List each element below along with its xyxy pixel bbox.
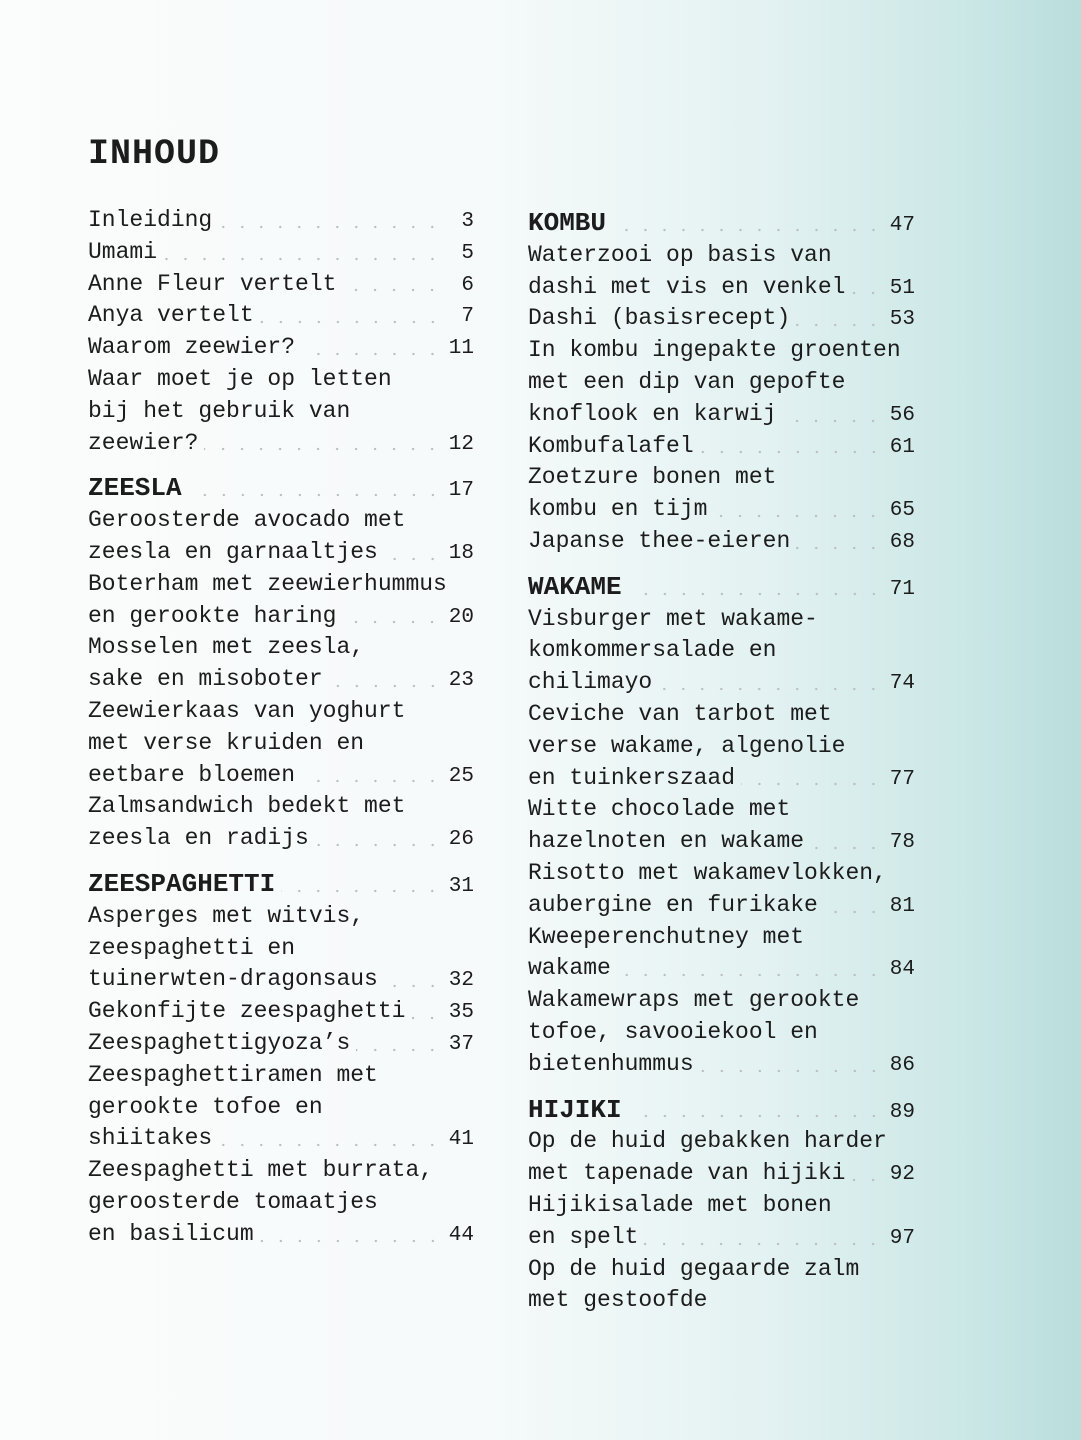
dot-leader: [188, 493, 442, 497]
page-number: 51: [889, 276, 915, 300]
dot-leader: [356, 1048, 442, 1052]
dot-leader: [342, 288, 442, 292]
toc-line: [88, 237, 474, 269]
toc-entry[interactable]: [528, 303, 915, 335]
toc-line: [528, 763, 915, 795]
entry-title: Witte chocolade met: [528, 796, 791, 823]
toc-entry[interactable]: [528, 431, 915, 463]
dot-leader: [260, 1239, 442, 1243]
toc-line: [88, 933, 474, 965]
dot-leader: [301, 352, 442, 356]
entry-title: Kweeperenchutney met: [528, 923, 805, 950]
toc-line: [88, 632, 474, 664]
page-number: 65: [889, 499, 915, 523]
toc-line: [88, 664, 474, 696]
dot-leader: [713, 514, 883, 518]
toc-line: [528, 1285, 915, 1317]
toc-line: [88, 823, 474, 855]
page-title: INHOUD: [88, 134, 221, 174]
toc-column-left: [88, 205, 474, 1251]
toc-entry[interactable]: [88, 901, 474, 996]
entry-title: In kombu ingepakte groenten: [528, 337, 901, 364]
toc-line: [528, 953, 915, 985]
page-number: 20: [448, 605, 474, 629]
page-number: 47: [889, 214, 915, 237]
dot-leader: [218, 225, 442, 229]
entry-title: Japanse thee-eieren: [528, 527, 791, 554]
dot-leader: [384, 557, 442, 561]
entry-title: Gekonfijte zeespaghetti: [88, 998, 406, 1025]
toc-line: [528, 1049, 915, 1081]
entry-title: sake en misoboter: [88, 666, 323, 693]
toc-column-right: [528, 208, 915, 1317]
toc-line: [528, 335, 915, 367]
page-number: 31: [448, 874, 474, 898]
dot-leader: [851, 291, 883, 295]
toc-line: [88, 1060, 474, 1092]
toc-entry[interactable]: [88, 237, 474, 269]
dot-leader: [260, 320, 442, 324]
toc-entry[interactable]: [528, 699, 915, 794]
page-number: 25: [448, 764, 474, 788]
entry-title: aubergine en furikake: [528, 891, 818, 918]
toc-entry[interactable]: [528, 1126, 915, 1190]
entry-title: Anya vertelt: [88, 302, 254, 329]
dot-leader: [700, 1069, 883, 1073]
toc-line: [528, 1095, 915, 1127]
toc-line: [528, 303, 915, 335]
page-number: 86: [889, 1053, 915, 1077]
dot-leader: [612, 228, 883, 232]
entry-title: hazelnoten en wakame: [528, 828, 805, 855]
toc-line: [88, 728, 474, 760]
toc-section-heading[interactable]: [528, 1095, 915, 1127]
entry-title: met tapenade van hijiki: [528, 1160, 846, 1187]
entry-title: zeesla en garnaaltjes: [88, 538, 378, 565]
toc-section-heading[interactable]: [88, 473, 474, 505]
toc-line: [88, 1028, 474, 1060]
dot-leader: [782, 419, 883, 423]
dot-leader: [218, 1143, 442, 1147]
entry-title: en basilicum: [88, 1220, 254, 1247]
toc-line: [528, 922, 915, 954]
entry-title: Zeespaghettiramen met: [88, 1061, 378, 1088]
entry-title: met een dip van gepofte: [528, 368, 846, 395]
toc-line: [528, 985, 915, 1017]
page-number: 7: [461, 305, 474, 329]
toc-line: [528, 794, 915, 826]
entry-title: Zeewierkaas van yoghurt: [88, 697, 406, 724]
toc-line: [528, 1126, 915, 1158]
dot-leader: [628, 592, 883, 596]
toc-line: [528, 367, 915, 399]
toc-entry[interactable]: [528, 462, 915, 526]
page-number: 11: [448, 337, 474, 361]
page-number: 68: [889, 530, 915, 554]
entry-title: tofoe, savooiekool en: [528, 1018, 818, 1045]
entry-title: Zalmsandwich bedekt met: [88, 793, 406, 820]
entry-title: dashi met vis en venkel: [528, 273, 846, 300]
page-number: 12: [448, 432, 474, 456]
dot-leader: [628, 1114, 883, 1118]
toc-line: [88, 1187, 474, 1219]
page-number: 44: [448, 1223, 474, 1247]
toc-entry[interactable]: [528, 526, 915, 558]
toc-entry[interactable]: [88, 696, 474, 791]
entry-title: komkommersalade en: [528, 637, 777, 664]
page-number: 32: [448, 969, 474, 993]
toc-line: [88, 696, 474, 728]
toc-entry[interactable]: [528, 240, 915, 304]
toc-line: [88, 601, 474, 633]
toc-line: [528, 494, 915, 526]
toc-line: [528, 272, 915, 304]
toc-entry[interactable]: [528, 1190, 915, 1254]
entry-title: Zeespaghettigyoza’s: [88, 1029, 351, 1056]
toc-section-heading[interactable]: [88, 869, 474, 901]
page-number: 74: [889, 672, 915, 696]
entry-title: Umami: [88, 238, 158, 265]
entry-title: Zeespaghetti met burrata,: [88, 1157, 434, 1184]
entry-title: en tuinkerszaad: [528, 764, 736, 791]
entry-title: Wakamewraps met gerookte: [528, 987, 860, 1014]
page-number: 56: [889, 403, 915, 427]
toc-entry[interactable]: [528, 1254, 915, 1318]
toc-entry[interactable]: [88, 791, 474, 855]
page-number: 71: [889, 577, 915, 601]
page-number: 97: [889, 1226, 915, 1250]
entry-title: zeespaghetti en: [88, 934, 296, 961]
toc-line: [88, 996, 474, 1028]
toc-line: [528, 399, 915, 431]
page-number: 17: [448, 479, 474, 503]
entry-title: knoflook en karwij: [528, 400, 777, 427]
toc-line: [528, 1190, 915, 1222]
entry-title: eetbare bloemen: [88, 761, 296, 788]
toc-line: [528, 572, 915, 604]
entry-title: Hijikisalade met bonen: [528, 1191, 832, 1218]
page-number: 89: [889, 1100, 915, 1124]
entry-title: Geroosterde avocado met: [88, 507, 406, 534]
dot-leader: [342, 620, 442, 624]
entry-title: Zoetzure bonen met: [528, 464, 777, 491]
toc-entry[interactable]: [88, 205, 474, 237]
toc-line: [88, 205, 474, 237]
page-number: 37: [448, 1032, 474, 1056]
toc-entry[interactable]: [88, 300, 474, 332]
toc-entry[interactable]: [88, 269, 474, 301]
toc-entry[interactable]: [528, 794, 915, 858]
entry-title: bietenhummus: [528, 1050, 694, 1077]
page-number: 92: [889, 1163, 915, 1187]
entry-title: verse wakame, algenolie: [528, 732, 846, 759]
dot-leader: [411, 1016, 442, 1020]
toc-line: [88, 537, 474, 569]
entry-title: tuinerwten-dragonsaus: [88, 966, 378, 993]
toc-line: [528, 1254, 915, 1286]
page-number: 61: [889, 435, 915, 459]
entry-title: shiitakes: [88, 1125, 213, 1152]
entry-title: Asperges met witvis,: [88, 902, 365, 929]
toc-line: [88, 428, 474, 460]
entry-title: met verse kruiden en: [88, 729, 365, 756]
entry-title: met gestoofde: [528, 1287, 708, 1314]
dot-leader: [824, 910, 883, 914]
toc-line: [528, 462, 915, 494]
entry-title: Risotto met wakamevlokken,: [528, 859, 887, 886]
section-title: ZEESLA: [88, 473, 182, 504]
toc-line: [88, 964, 474, 996]
dot-leader: [384, 984, 442, 988]
dot-leader: [163, 257, 442, 261]
entry-title: Waarom zeewier?: [88, 334, 296, 361]
entry-title: en gerookte haring: [88, 602, 337, 629]
toc-line: [528, 526, 915, 558]
toc-line: [88, 1123, 474, 1155]
dot-leader: [315, 843, 442, 847]
page-number: 5: [461, 241, 474, 265]
toc-line: [88, 396, 474, 428]
toc-line: [528, 731, 915, 763]
toc-line: [528, 826, 915, 858]
toc-section-heading[interactable]: [528, 208, 915, 240]
dot-leader: [741, 782, 883, 786]
entry-title: chilimayo: [528, 669, 653, 696]
toc-section-heading[interactable]: [528, 572, 915, 604]
toc-entry[interactable]: [528, 922, 915, 986]
toc-line: [88, 791, 474, 823]
page-number: 35: [448, 1001, 474, 1025]
dot-leader: [796, 323, 883, 327]
toc-entry[interactable]: [528, 604, 915, 699]
dot-leader: [204, 447, 442, 451]
entry-title: zeesla en radijs: [88, 825, 309, 852]
toc-line: [528, 1158, 915, 1190]
toc-entry[interactable]: [88, 364, 474, 459]
toc-line: [88, 473, 474, 505]
toc-line: [88, 269, 474, 301]
entry-title: zeewier?: [88, 429, 199, 456]
dot-leader: [700, 450, 883, 454]
toc-entry[interactable]: [88, 1155, 474, 1250]
page-number: 26: [448, 828, 474, 852]
toc-line: [88, 364, 474, 396]
toc-line: [88, 1092, 474, 1124]
toc-line: [528, 858, 915, 890]
entry-title: Dashi (basisrecept): [528, 305, 791, 332]
toc-entry[interactable]: [88, 332, 474, 364]
page-number: 18: [448, 541, 474, 565]
entry-title: Visburger met wakame-: [528, 605, 818, 632]
entry-title: Inleiding: [88, 207, 213, 233]
entry-title: Waar moet je op letten: [88, 365, 392, 392]
entry-title: Ceviche van tarbot met: [528, 700, 832, 727]
toc-line: [528, 699, 915, 731]
toc-line: [88, 300, 474, 332]
page-number: 84: [889, 958, 915, 982]
dot-leader: [851, 1178, 883, 1182]
toc-line: [88, 1219, 474, 1251]
dot-leader: [617, 973, 883, 977]
toc-line: [88, 505, 474, 537]
entry-title: Op de huid gegaarde zalm: [528, 1255, 860, 1282]
toc-line: [528, 1222, 915, 1254]
page-number: 41: [448, 1128, 474, 1152]
toc-entry[interactable]: [528, 985, 915, 1080]
page-number: 78: [889, 831, 915, 855]
toc-line: [528, 431, 915, 463]
toc-line: [528, 208, 915, 240]
toc-line: [88, 1155, 474, 1187]
entry-title: gerookte tofoe en: [88, 1093, 323, 1120]
page-number: 77: [889, 767, 915, 791]
toc-line: [88, 869, 474, 901]
toc-line: [88, 569, 474, 601]
entry-title: Kombufalafel: [528, 432, 694, 459]
entry-title: bij het gebruik van: [88, 397, 351, 424]
entry-title: Anne Fleur vertelt: [88, 270, 337, 297]
page-number: 81: [889, 894, 915, 918]
dot-leader: [329, 684, 442, 688]
page-number: 3: [461, 210, 474, 233]
toc-entry[interactable]: [88, 996, 474, 1028]
toc-line: [528, 604, 915, 636]
entry-title: geroosterde tomaatjes: [88, 1188, 378, 1215]
section-title: WAKAME: [528, 571, 622, 602]
entry-title: Waterzooi op basis van: [528, 241, 832, 268]
toc-line: [528, 635, 915, 667]
toc-line: [528, 890, 915, 922]
entry-title: Mosselen met zeesla,: [88, 634, 365, 661]
toc-entry[interactable]: [88, 569, 474, 633]
section-title: KOMBU: [528, 208, 607, 238]
dot-leader: [796, 546, 883, 550]
section-title: HIJIKI: [528, 1094, 622, 1125]
dot-leader: [810, 846, 883, 850]
toc-line: [528, 240, 915, 272]
page-number: 53: [889, 308, 915, 332]
entry-title: Boterham met zeewierhummus: [88, 570, 447, 597]
toc-entry[interactable]: [528, 335, 915, 430]
toc-line: [88, 332, 474, 364]
toc-entry[interactable]: [88, 1060, 474, 1155]
toc-line: [528, 667, 915, 699]
dot-leader: [658, 687, 883, 691]
entry-title: en spelt: [528, 1223, 639, 1250]
dot-leader: [281, 889, 442, 893]
toc-line: [528, 1017, 915, 1049]
toc-entry[interactable]: [528, 858, 915, 922]
toc-entry[interactable]: [88, 1028, 474, 1060]
entry-title: kombu en tijm: [528, 496, 708, 523]
toc-entry[interactable]: [88, 632, 474, 696]
dot-leader: [644, 1242, 883, 1246]
toc-line: [88, 760, 474, 792]
toc-entry[interactable]: [88, 505, 474, 569]
entry-title: Op de huid gebakken harder: [528, 1128, 887, 1155]
toc-line: [88, 901, 474, 933]
section-title: ZEESPAGHETTI: [88, 868, 276, 899]
dot-leader: [301, 779, 442, 783]
page-number: 23: [448, 669, 474, 693]
page-number: 6: [461, 273, 474, 297]
entry-title: wakame: [528, 955, 611, 982]
